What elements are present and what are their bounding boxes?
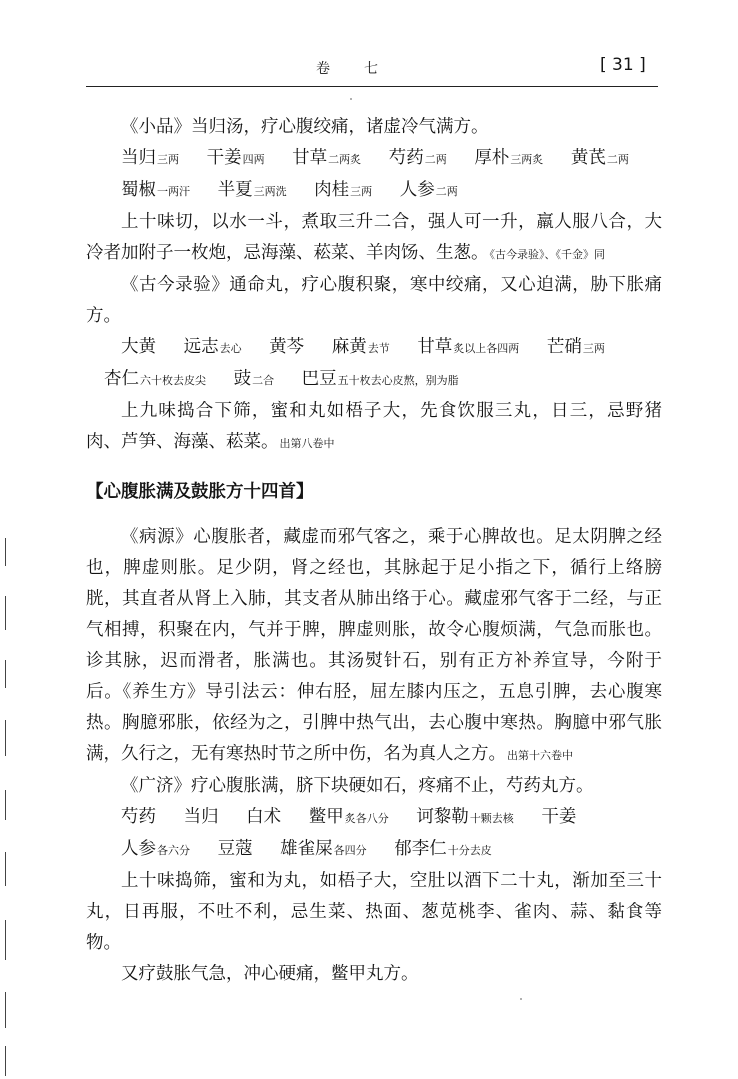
ingredient-name: 白术	[246, 807, 282, 827]
ingredient-name: 人参	[399, 180, 435, 200]
ingredient	[269, 337, 304, 357]
ingredient-list	[86, 143, 662, 207]
ingredient-list	[86, 802, 662, 866]
ingredient-name: 厚朴	[474, 148, 510, 168]
ingredient	[541, 807, 576, 827]
ingredient	[184, 807, 219, 827]
ingredient-name: 干姜	[541, 807, 577, 827]
ingredient	[292, 148, 361, 168]
ingredient	[121, 148, 179, 168]
ingredient	[394, 839, 492, 859]
ingredient-dose: 二两	[424, 153, 447, 166]
scan-mark	[5, 720, 6, 756]
ingredient-dose: 各六分	[157, 844, 190, 857]
paragraph	[86, 522, 662, 771]
paragraph	[86, 112, 662, 143]
ingredient	[104, 369, 206, 389]
ingredient-name: 巴豆	[301, 369, 337, 389]
ingredient-dose: 三两	[350, 185, 373, 198]
paragraph	[86, 866, 662, 959]
ingredient	[302, 369, 459, 389]
ingredient-dose: 三两洗	[253, 185, 287, 198]
ingredient-dose: 去心	[219, 342, 242, 355]
ingredient	[121, 839, 190, 859]
ingredient-name: 芍药	[388, 148, 424, 168]
source-note: 出第十六卷中	[507, 749, 573, 762]
ingredient	[121, 180, 190, 200]
ingredient-dose: 炙各八分	[344, 812, 389, 825]
paragraph-text: 又疗鼓胀气急，冲心硬痛，鳖甲丸方。	[121, 964, 419, 984]
ingredient	[121, 337, 156, 357]
page-body	[86, 112, 662, 990]
ingredient	[400, 180, 458, 200]
ingredient-name: 蜀椒	[121, 180, 156, 200]
source-note: 《古今录验》、《千金》同	[489, 248, 605, 261]
ingredient-name: 远志	[183, 337, 219, 357]
ingredient	[218, 839, 253, 859]
ingredient	[571, 148, 629, 168]
ingredient-name: 黄芪	[570, 148, 606, 168]
paragraph	[86, 959, 662, 990]
ingredient-name: 黄芩	[269, 337, 305, 357]
ingredient-name: 芍药	[121, 807, 156, 827]
paragraph-text: 上十味切，以水一斗，煮取三升二合，强人可一升，羸人服八合，大冷者加附子一枚炮，忌海藻、菘菜、羊肉饧、生葱。	[86, 212, 662, 263]
ingredient	[121, 807, 156, 827]
paragraph-text: 《古今录验》通命丸，疗心腹积聚，寒中绞痛，又心迫满，胁下胀痛方。	[86, 275, 662, 326]
ingredient	[547, 337, 605, 357]
ingredient	[234, 369, 275, 389]
ingredient-dose: 十分去皮	[447, 844, 492, 857]
ingredient-name: 当归	[121, 148, 156, 168]
ingredient-name: 杏仁	[104, 369, 139, 389]
ingredient-name: 干姜	[206, 148, 242, 168]
scan-mark	[5, 852, 6, 886]
ingredient-dose: 一两汗	[157, 185, 190, 198]
header-rule	[86, 86, 658, 87]
ingredient-dose: 二两	[435, 185, 458, 198]
ingredient	[332, 337, 390, 357]
scan-mark	[5, 538, 6, 566]
paragraph	[86, 207, 662, 270]
ingredient	[309, 807, 389, 827]
paragraph	[86, 270, 662, 332]
scan-mark	[5, 790, 6, 820]
paragraph-text: 《小品》当归汤，疗心腹绞痛，诸虚冷气满方。	[121, 117, 489, 137]
scan-speck	[350, 98, 352, 100]
ingredient-name: 半夏	[217, 180, 253, 200]
ingredient-name: 诃黎勒	[416, 807, 469, 827]
ingredient-dose: 炙以上各四两	[453, 342, 520, 355]
scan-mark	[5, 920, 6, 960]
ingredient	[218, 180, 287, 200]
ingredient-dose: 六十枚去皮尖	[140, 374, 206, 387]
paragraph	[86, 396, 662, 459]
ingredient-name: 麻黄	[331, 337, 367, 357]
ingredient-dose: 三两炙	[510, 153, 544, 166]
ingredient	[207, 148, 265, 168]
ingredient	[474, 148, 543, 168]
ingredient-name: 豆蔻	[217, 839, 253, 859]
ingredient-dose: 十颗去核	[469, 812, 514, 825]
ingredient-name: 雄雀屎	[280, 839, 333, 859]
ingredient-list	[86, 364, 662, 396]
section-heading: 【心腹胀满及鼓胀方十四首】	[86, 482, 314, 502]
source-note: 出第八卷中	[279, 437, 335, 450]
ingredient	[417, 337, 519, 357]
ingredient-name: 甘草	[292, 148, 328, 168]
paragraph-text: 《病源》心腹胀者，藏虚而邪气客之，乘于心脾故也。足太阴脾之经也，脾虚则胀。足少阴，肾之经也，其脉起于足小指之下，循行上络膀胱，其直者从肾上入肺，其支者从肺出络于心。藏虚邪气客于二经，与正气相搏，积聚在内，气并于脾，脾虚则胀，故令心腹烦满，气急而胀也。诊其脉，迟而滑者，胀满也。其汤熨针石，别有正方补养宣导，今附于后。《养生方》导引法云：伸右胫，屈左膝内压之，五息引脾，去心腹寒热。胸臆邪胀，依经为之，引脾中热气出，去心腹中寒热。胸臆中邪气胀满，久行之，无有寒热时节之所中伤，名为真人之方。	[86, 527, 662, 764]
ingredient-dose: 二合	[252, 374, 275, 387]
chapter-title: 卷 七	[316, 61, 388, 77]
paragraph	[86, 771, 662, 802]
ingredient-dose: 各四分	[333, 844, 367, 857]
paragraph-text: 上十味捣筛，蜜和为丸，如梧子大，空肚以酒下二十丸，渐加至三十丸，日再服，不吐不利，忌生菜、热面、葱苋桃李、雀肉、蒜、黏食等物。	[86, 871, 662, 953]
ingredient-name: 当归	[183, 807, 219, 827]
ingredient	[314, 180, 372, 200]
paragraph-text: 《广济》疗心腹胀满，脐下块硬如石，疼痛不止，芍药丸方。	[121, 776, 594, 796]
ingredient-dose: 四两	[242, 153, 265, 166]
ingredient-name: 豉	[233, 369, 252, 389]
ingredient-name: 芒硝	[546, 337, 582, 357]
scan-mark	[5, 660, 6, 688]
ingredient-dose: 二两	[606, 153, 629, 166]
ingredient-name: 鳖甲	[308, 807, 344, 827]
ingredient-name: 郁李仁	[394, 839, 447, 859]
ingredient-name: 人参	[121, 839, 156, 859]
paragraph-text: 上九味捣合下筛，蜜和丸如梧子大，先食饮服三丸，日三，忌野猪肉、芦笋、海藻、菘菜。	[86, 401, 662, 452]
ingredient-name: 肉桂	[314, 180, 350, 200]
ingredient-dose: 三两	[582, 342, 605, 355]
scan-speck	[520, 998, 522, 1000]
ingredient	[280, 839, 367, 859]
ingredient	[246, 807, 281, 827]
ingredient-dose: 五十枚去心皮熬，别为脂	[337, 374, 459, 387]
ingredient-name: 大黄	[121, 337, 156, 357]
ingredient-dose: 二两炙	[328, 153, 362, 166]
scan-mark	[5, 1046, 6, 1076]
scan-mark	[5, 992, 6, 1028]
page-number: [ 31 ]	[600, 55, 646, 75]
ingredient-dose: 三两	[157, 153, 179, 166]
scan-mark	[5, 596, 6, 630]
ingredient-name: 甘草	[417, 337, 453, 357]
ingredient-list	[86, 332, 662, 364]
ingredient	[389, 148, 447, 168]
ingredient-dose: 去节	[367, 342, 390, 355]
ingredient	[416, 807, 514, 827]
ingredient	[184, 337, 242, 357]
